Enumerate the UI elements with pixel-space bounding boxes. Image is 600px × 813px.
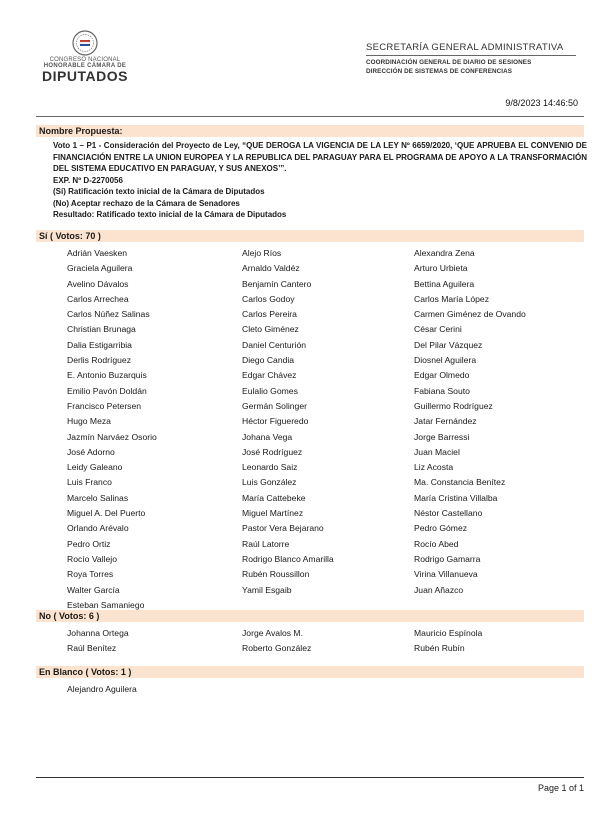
member-name: Rubén Roussillon: [242, 569, 310, 580]
member-name: Diosnel Aguilera: [414, 355, 477, 366]
member-name: Mauricio Espínola: [414, 628, 483, 638]
member-name: María Cristina Villalba: [414, 492, 498, 503]
member-name: Adrián Vaesken: [67, 248, 128, 258]
blanco-heading: En Blanco ( Votos: 1 ): [36, 666, 584, 678]
no-column-3: [414, 626, 482, 657]
member-name: Luis Franco: [67, 477, 112, 488]
logo-congreso: CONGRESO NACIONAL: [49, 57, 121, 63]
member-name: Christian Brunaga: [67, 324, 136, 335]
member-name: Héctor Figueredo: [242, 416, 309, 427]
page-number: Page 1 of 1: [537, 783, 584, 793]
member-name: José Rodríguez: [242, 446, 303, 457]
member-name: Carmen Giménez de Ovando: [414, 309, 526, 320]
member-name: Pedro Gómez: [414, 523, 468, 534]
member-name: Alejandro Aguilera: [67, 684, 137, 694]
member-name: Jatar Fernández: [414, 416, 477, 427]
no-column-2: [242, 626, 311, 657]
member-name: Fabiana Souto: [414, 385, 470, 396]
no-heading: No ( Votos: 6 ): [36, 610, 584, 622]
member-name: Arnaldo Valdéz: [242, 263, 300, 274]
logo-honorable: HONORABLE CÁMARA DE: [43, 63, 127, 69]
member-name: Leonardo Saiz: [242, 462, 298, 473]
member-name: Bettina Aguilera: [414, 278, 475, 289]
member-name: Rocío Abed: [414, 538, 459, 549]
member-name: Arturo Urbieta: [414, 263, 468, 274]
member-name: Orlando Arévalo: [67, 523, 129, 534]
member-name: Virina Villanueva: [414, 569, 478, 580]
member-name: Esteban Samaniego: [67, 599, 145, 610]
member-name: Pastor Vera Bejarano: [242, 523, 324, 534]
member-name: Juan Añazco: [414, 584, 464, 595]
member-name: Diego Candia: [242, 355, 295, 366]
member-name: Eulalio Gomes: [242, 385, 298, 396]
proposal-description: Voto 1 – P1 - Consideración del Proyecto de Ley, “QUE DEROGA LA VIGENCIA DE LA LEY Nº 6659/2020, ‘QUE APRUEBA EL CONVENIO DE FINANCIACIÓN ENTRE LA UNION EUROPEA Y LA REPUBLICA DEL PARAGUAY PARA EL PROGRAMA DE APOYO A LA TRANSFORMACIÓN DEL SISTEMA EDUCATIVO EN PARAGUAY, Y SUS ANEXOS’”.: [53, 141, 587, 173]
header-divider: [36, 116, 584, 117]
proposal-heading: Nombre Propuesta:: [36, 125, 584, 137]
member-name: Dalia Estigarribia: [67, 339, 132, 350]
proposal-option-si: (Sí) Ratificación texto inicial de la Cámara de Diputados: [53, 187, 265, 196]
member-name: Néstor Castellano: [414, 508, 483, 519]
member-name: Luis González: [242, 477, 297, 488]
blanco-column-1: [67, 682, 137, 697]
member-name: Leidy Galeano: [67, 462, 123, 473]
member-name: Carlos Núñez Salinas: [67, 309, 150, 320]
member-name: Emilio Pavón Doldán: [67, 385, 147, 396]
org-title: SECRETARÍA GENERAL ADMINISTRATIVA: [366, 42, 576, 56]
member-name: Carlos Godoy: [242, 293, 295, 304]
member-name: Alejo Ríos: [242, 248, 282, 258]
member-name: Graciela Aguilera: [67, 263, 133, 274]
member-name: Benjamín Cantero: [242, 278, 312, 289]
member-name: Liz Acosta: [414, 462, 454, 473]
proposal-option-no: (No) Aceptar rechazo de la Cámara de Senadores: [53, 198, 240, 208]
member-name: Avelino Dávalos: [67, 278, 129, 289]
member-name: Johanna Ortega: [67, 628, 129, 638]
proposal-details: [53, 140, 587, 221]
member-name: Daniel Centurión: [242, 339, 307, 350]
member-name: Miguel A. Del Puerto: [67, 508, 146, 519]
member-name: Hugo Meza: [67, 416, 111, 427]
member-name: Pedro Ortiz: [67, 538, 111, 549]
member-name: Rubén Rubín: [414, 643, 465, 654]
member-name: Miguel Martínez: [242, 508, 304, 519]
member-name: Carlos Arrechea: [67, 293, 129, 304]
member-name: Roya Torres: [67, 569, 114, 580]
member-name: Rocío Vallejo: [67, 553, 117, 564]
member-name: José Adorno: [67, 446, 115, 457]
member-name: Edgar Chávez: [242, 370, 297, 381]
si-heading: Sí ( Votos: 70 ): [36, 230, 584, 242]
no-column-1: [67, 626, 129, 657]
logo-diputados: DIPUTADOS: [42, 68, 128, 84]
seal-icon: [72, 30, 98, 56]
member-name: Alexandra Zena: [414, 248, 475, 258]
member-name: Yamil Esgaib: [242, 584, 292, 595]
member-name: María Cattebeke: [242, 492, 306, 503]
org-direction: DIRECCIÓN DE SISTEMAS DE CONFERENCIAS: [366, 68, 513, 75]
member-name: Guillermo Rodríguez: [414, 400, 493, 411]
member-name: Edgar Olmedo: [414, 370, 470, 381]
member-name: Ma. Constancia Benítez: [414, 477, 506, 488]
member-name: Rodrigo Blanco Amarilla: [242, 553, 334, 564]
footer-divider: [36, 777, 584, 778]
member-name: Walter García: [67, 584, 120, 595]
member-name: Raúl Benítez: [67, 643, 117, 654]
si-column-2: [242, 246, 334, 598]
member-name: Cleto Giménez: [242, 324, 299, 335]
org-coordination: COORDINACIÓN GENERAL DE DIARIO DE SESIONES: [366, 59, 532, 66]
member-name: Raúl Latorre: [242, 538, 290, 549]
member-name: Rodrigo Gamarra: [414, 553, 481, 564]
report-timestamp: 9/8/2023 14:46:50: [505, 98, 578, 108]
member-name: Derlis Rodríguez: [67, 355, 131, 366]
member-name: Marcelo Salinas: [67, 492, 129, 503]
member-name: Johana Vega: [242, 431, 293, 442]
member-name: Francisco Petersen: [67, 400, 142, 411]
member-name: Carlos Pereira: [242, 309, 297, 320]
member-name: Roberto González: [242, 643, 312, 654]
member-name: Juan Maciel: [414, 446, 460, 457]
si-column-1: [67, 246, 157, 613]
member-name: Jazmín Narváez Osorio: [67, 431, 157, 442]
proposal-result: Resultado: Ratificado texto inicial de la Cámara de Diputados: [53, 210, 287, 219]
member-name: Jorge Barressi: [414, 431, 470, 442]
member-name: Del Pilar Vázquez: [414, 339, 483, 350]
proposal-expediente: EXP. Nº D-2270056: [53, 175, 123, 185]
member-name: César Cerini: [414, 324, 462, 335]
member-name: Carlos María López: [414, 293, 489, 304]
member-name: Jorge Avalos M.: [242, 628, 303, 638]
si-column-3: [414, 246, 526, 598]
member-name: Germán Solinger: [242, 400, 307, 411]
chamber-logo: [30, 30, 140, 83]
member-name: E. Antonio Buzarquis: [67, 370, 147, 381]
organization-block: [366, 42, 576, 76]
